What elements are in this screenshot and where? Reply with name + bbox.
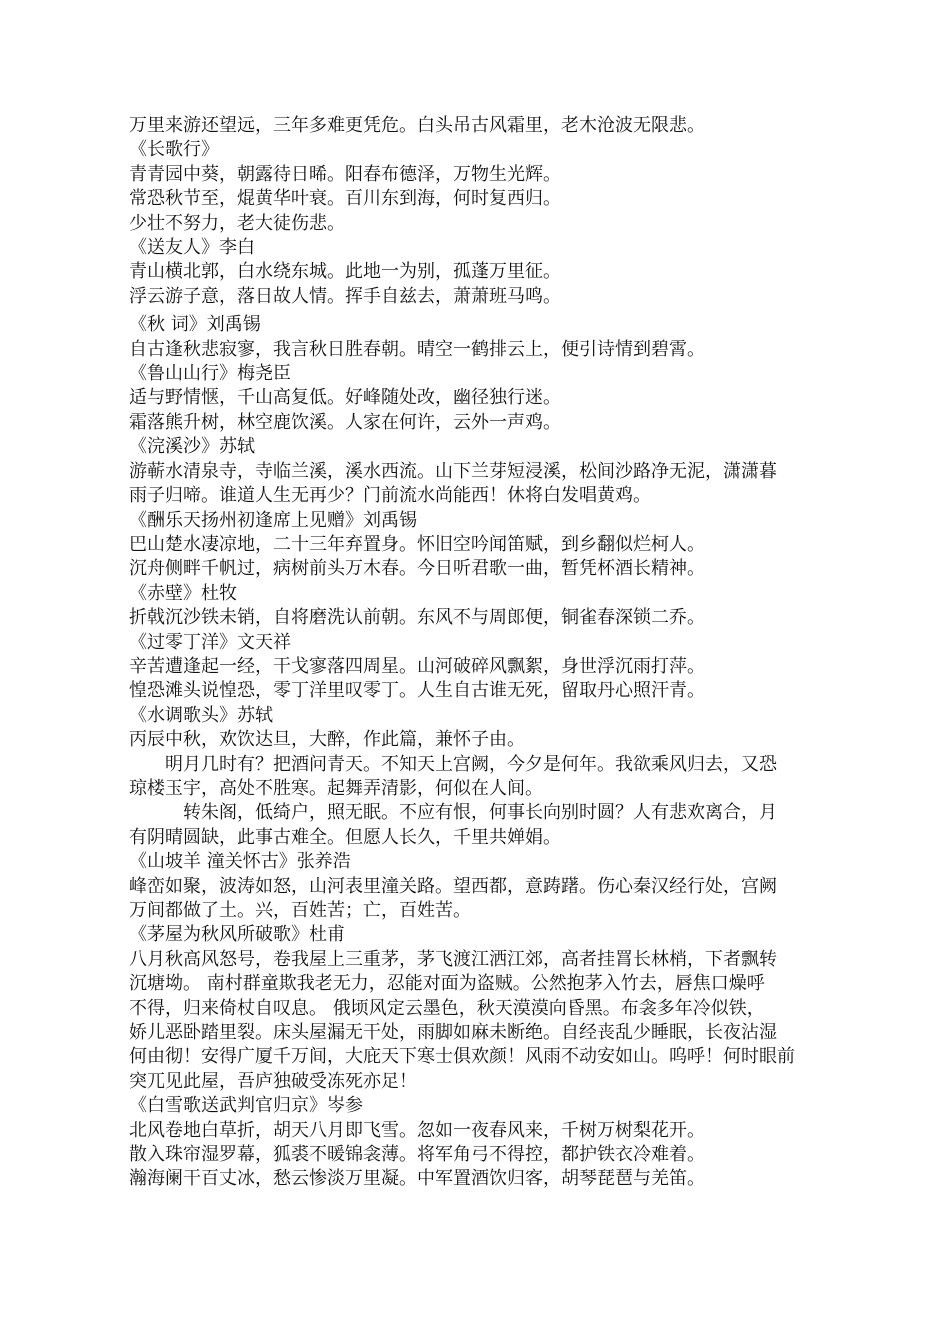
poem-title: 《山坡羊 潼关怀古》张养浩: [129, 851, 351, 873]
text-line: 少壮不努力，老大徒伤悲。: [129, 212, 345, 234]
text-line: 沉舟侧畔千帆过，病树前头万木春。今日听君歌一曲，暂凭杯酒长精神。: [129, 558, 705, 580]
poem-title: 《鲁山山行》梅尧臣: [129, 363, 291, 385]
text-line: 适与野情惬，千山高复低。好峰随处改，幽径独行迷。: [129, 387, 561, 409]
text-line: 八月秋高风怒号，卷我屋上三重茅，茅飞渡江洒江郊，高者挂罥长林梢，下者飘转: [129, 948, 777, 970]
text-line: 沉塘坳。 南村群童欺我老无力，忍能对面为盗贼。公然抱茅入竹去，唇焦口燥呼: [129, 973, 765, 995]
poem-title: 《长歌行》: [129, 139, 219, 161]
text-line: 青青园中葵，朝露待日晞。阳春布德泽，万物生光辉。: [129, 163, 561, 185]
text-line: 瀚海阑干百丈冰，愁云惨淡万里凝。中军置酒饮归客，胡琴琵琶与羌笛。: [129, 1168, 705, 1190]
poem-title: 《赤壁》杜牧: [129, 582, 237, 604]
text-line: 突兀见此屋，吾庐独破受冻死亦足！: [129, 1070, 417, 1092]
text-line: 峰峦如聚，波涛如怒，山河表里潼关路。望西都，意踌躇。伤心秦汉经行处，宫阙: [129, 875, 777, 897]
text-line: 霜落熊升树，林空鹿饮溪。人家在何许，云外一声鸡。: [129, 411, 561, 433]
text-line: 万间都做了土。兴，百姓苦；亡，百姓苦。: [129, 900, 471, 921]
text-line: [129, 285, 821, 309]
text-line: 丙辰中秋，欢饮达旦，大醉，作此篇，兼怀子由。: [129, 729, 525, 751]
text-line: 转朱阁，低绮户，照无眠。不应有恨，何事长向别时圆？人有悲欢离合，月: [183, 802, 777, 824]
document-page: [129, 114, 821, 1192]
poem-title: 《送友人》李白: [129, 237, 255, 259]
text-line: 万里来游还望远，三年多难更凭危。白头吊古风霜里，老木沧波无限悲。: [129, 115, 705, 136]
text-line: 自古逢秋悲寂寥，我言秋日胜春朝。晴空一鹤排云上，便引诗情到碧霄。: [129, 338, 705, 360]
text-line: 不得，归来倚杖自叹息。 俄顷风定云墨色，秋天漠漠向昏黑。布衾多年冷似铁，: [129, 997, 765, 1019]
poem-title: 《酬乐天扬州初逢席上见赠》刘禹锡: [129, 509, 417, 531]
text-line: 明月几时有？把酒问青天。不知天上宫阙，今夕是何年。我欲乘风归去，又恐: [165, 753, 777, 775]
text-line: 娇儿恶卧踏里裂。床头屋漏无干处，雨脚如麻未断绝。自经丧乱少睡眠，长夜沾湿: [129, 1022, 777, 1044]
text-line: 北风卷地白草折，胡天八月即飞雪。忽如一夜春风来，千树万树梨花开。: [129, 1119, 705, 1141]
text-line: 惶恐滩头说惶恐，零丁洋里叹零丁。人生自古谁无死，留取丹心照汗青。: [129, 680, 705, 702]
text-line: 游蕲水清泉寺，寺临兰溪，溪水西流。山下兰芽短浸溪，松间沙路净无泥，潇潇暮: [129, 460, 777, 482]
poem-title: 《过零丁洋》文天祥: [129, 631, 291, 653]
text-line: 何由彻！安得广厦千万间，大庇天下寒士俱欢颜！风雨不动安如山。呜呼！何时眼前: [129, 1046, 795, 1068]
poem-title: 《白雪歌送武判官归京》岑参: [129, 1095, 363, 1117]
text-line: 青山横北郭，白水绕东城。此地一为别，孤蓬万里征。: [129, 261, 561, 283]
text-line: 折戟沉沙铁未销，自将磨洗认前朝。东风不与周郎便，铜雀春深锁二乔。: [129, 607, 705, 629]
text-line: 琼楼玉宇，高处不胜寒。起舞弄清影，何似在人间。: [129, 777, 543, 799]
poem-title: 《浣溪沙》苏轼: [129, 436, 255, 458]
text-line: 巴山楚水凄凉地，二十三年弃置身。怀旧空吟闻笛赋，到乡翻似烂柯人。: [129, 533, 705, 555]
text-line: 散入珠帘湿罗幕，狐裘不暖锦衾薄。将军角弓不得控，都护铁衣冷难着。: [129, 1144, 705, 1166]
emphasis-line: 浮云游子意，落日故人情。挥手自兹去，萧萧班马鸣。 · ·: [129, 286, 561, 307]
text-line: 有阴晴圆缺，此事古难全。但愿人长久，千里共婵娟。: [129, 826, 561, 848]
poem-title: 《茅屋为秋风所破歌》杜甫: [129, 924, 345, 946]
text-line: 常恐秋节至，焜黄华叶衰。百川东到海，何时复西归。: [129, 188, 561, 210]
poem-title: 《水调歌头》苏轼: [129, 704, 273, 726]
poem-title: 《秋 词》刘禹锡: [129, 314, 261, 336]
text-line: 辛苦遭逢起一经，干戈寥落四周星。山河破碎风飘絮，身世浮沉雨打萍。: [129, 655, 705, 677]
text-line: 雨子归啼。谁道人生无再少？门前流水尚能西！休将白发唱黄鸡。: [129, 485, 651, 507]
